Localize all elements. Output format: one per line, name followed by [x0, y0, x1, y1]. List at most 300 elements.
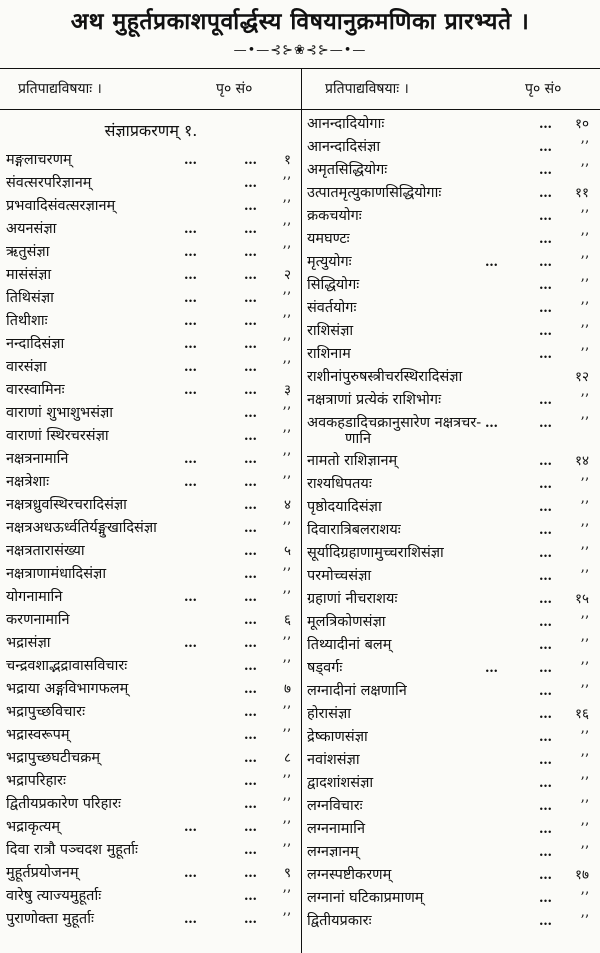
- entry-page-number: ’’: [282, 819, 291, 835]
- index-entry: [307, 519, 597, 542]
- entry-page-number: ’’: [282, 244, 291, 260]
- entry-topic: चन्द्रवशाद्भद्रावासविचारः: [6, 658, 128, 674]
- entry-topic: नक्षत्रअधऊर्ध्वतिर्यङ्मुखादिसंज्ञा: [6, 520, 157, 536]
- entry-topic: लग्नविचारः: [307, 798, 363, 814]
- leader-dots: …: [539, 301, 553, 316]
- entry-page-number: ’’: [282, 474, 291, 490]
- entry-topic: अयनसंज्ञा: [6, 221, 57, 237]
- entry-topic: भद्रासंज्ञा: [6, 635, 51, 651]
- entry-page-number: १२: [574, 369, 589, 385]
- index-entry: [307, 565, 597, 588]
- entry-page-number: ’’: [580, 300, 589, 316]
- leader-dots: …: [539, 500, 553, 515]
- index-entry: [6, 678, 296, 701]
- index-entry: [307, 772, 597, 795]
- entry-page-number: ’’: [580, 913, 589, 929]
- entry-page-number: ’’: [580, 798, 589, 814]
- index-entry: [307, 366, 597, 389]
- entry-page-number: ’’: [580, 208, 589, 224]
- entry-page-number: ’’: [580, 415, 589, 431]
- entry-page-number: ’’: [282, 221, 291, 237]
- leader-dots: …: [244, 567, 258, 582]
- entry-page-number: १५: [574, 591, 589, 607]
- entry-topic: होरासंज्ञा: [307, 706, 351, 722]
- entry-page-number: ’’: [282, 520, 291, 536]
- entry-page-number: ’’: [580, 568, 589, 584]
- index-entry: [6, 770, 296, 793]
- entry-topic: राश्यधिपतयः: [307, 476, 372, 492]
- entry-page-number: ’’: [580, 139, 589, 155]
- index-entry: [6, 747, 296, 770]
- entry-topic: वारस्वामिनः: [6, 382, 65, 398]
- entry-topic: योगनामानि: [6, 589, 63, 605]
- entry-page-number: ’’: [580, 522, 589, 538]
- entry-topic: मासंसंज्ञा: [6, 267, 52, 283]
- entry-topic: नक्षत्रेशाः: [6, 474, 49, 490]
- leader-dots: …: [184, 337, 198, 352]
- entry-page-number: ’’: [580, 775, 589, 791]
- index-entry: [6, 494, 296, 517]
- left-column-header: [18, 76, 298, 102]
- index-entry: [6, 632, 296, 655]
- entry-topic: राशिनाम: [307, 346, 351, 362]
- entry-topic: लग्नानां घटिकाप्रमाणम्: [307, 890, 424, 906]
- entry-topic: नक्षत्रध्रुवस्थिरचरादिसंज्ञा: [6, 497, 127, 513]
- entry-topic: सिद्धियोगः: [307, 277, 360, 293]
- entry-page-number: ’’: [282, 290, 291, 306]
- leader-dots: …: [244, 797, 258, 812]
- entry-topic: संवर्तयोगः: [307, 300, 357, 316]
- leader-dots: …: [244, 222, 258, 237]
- entry-topic: पुराणोक्ता मुहूर्ताः: [6, 911, 94, 927]
- right-page-heading: पृ० सं०: [525, 81, 562, 97]
- leader-dots: …: [539, 914, 553, 929]
- index-entry: [307, 113, 597, 136]
- index-entry: [6, 149, 296, 172]
- entry-topic: संवत्सरपरिज्ञानम्: [6, 175, 92, 191]
- index-entry: [307, 634, 597, 657]
- index-entry: [307, 887, 597, 910]
- index-entry: [6, 195, 296, 218]
- entry-page-number: ’’: [580, 499, 589, 515]
- entry-topic: लग्नस्पष्टीकरणम्: [307, 867, 392, 883]
- index-entry: [307, 749, 597, 772]
- leader-dots: …: [539, 186, 553, 201]
- entry-topic: नामतो राशिज्ञानम्: [307, 453, 398, 469]
- leader-dots: …: [539, 163, 553, 178]
- leader-dots: …: [539, 799, 553, 814]
- entry-page-number: १७: [574, 867, 589, 883]
- left-column: [6, 113, 296, 931]
- entry-topic: आनन्दादियोगाः: [307, 116, 385, 132]
- right-column-header: [325, 76, 595, 102]
- leader-dots: …: [539, 416, 553, 431]
- leader-dots: …: [539, 523, 553, 538]
- index-entry: [307, 297, 597, 320]
- leader-dots: …: [244, 337, 258, 352]
- leader-dots: …: [539, 454, 553, 469]
- entry-page-number: ’’: [580, 254, 589, 270]
- leader-dots: …: [184, 866, 198, 881]
- leader-dots: …: [244, 521, 258, 536]
- index-entry: [307, 343, 597, 366]
- entry-page-number: ’’: [580, 752, 589, 768]
- leader-dots: …: [539, 868, 553, 883]
- entry-page-number: ’’: [282, 773, 291, 789]
- leader-dots: …: [244, 866, 258, 881]
- index-entry: [307, 611, 597, 634]
- leader-dots: …: [244, 360, 258, 375]
- leader-dots: …: [539, 730, 553, 745]
- index-entry: [6, 609, 296, 632]
- entry-page-number: ’’: [282, 727, 291, 743]
- entry-topic: नक्षत्रतारासंख्या: [6, 543, 85, 559]
- entry-page-number: २: [283, 267, 291, 283]
- leader-dots: …: [539, 209, 553, 224]
- entry-topic: राशिसंज्ञा: [307, 323, 354, 339]
- right-subject-heading: प्रतिपाद्यविषयाः ।: [325, 81, 409, 97]
- index-entry: [6, 540, 296, 563]
- leader-dots: …: [244, 774, 258, 789]
- entry-page-number: ९: [283, 865, 291, 881]
- ornament-divider: —•—⊰⊱❀⊰⊱—•—: [233, 43, 367, 58]
- index-entry: [307, 703, 597, 726]
- entry-topic: भद्रापरिहारः: [6, 773, 66, 789]
- left-page-heading: पृ० सं०: [216, 81, 253, 97]
- entry-page-number: ’’: [580, 392, 589, 408]
- entry-topic: तिथिसंज्ञा: [6, 290, 54, 306]
- entry-topic: भद्रापुच्छघटीचक्रम्: [6, 750, 101, 766]
- entry-page-number: ’’: [580, 476, 589, 492]
- entry-page-number: १४: [574, 453, 589, 469]
- leader-dots: …: [539, 638, 553, 653]
- entry-page-number: ’’: [282, 428, 291, 444]
- leader-dots: …: [539, 592, 553, 607]
- index-entry: [307, 320, 597, 343]
- entry-page-number: ’’: [580, 660, 589, 676]
- index-entry: [6, 885, 296, 908]
- leader-dots: …: [539, 278, 553, 293]
- leader-dots: …: [184, 383, 198, 398]
- entry-page-number: ’’: [580, 821, 589, 837]
- entry-page-number: ’’: [282, 704, 291, 720]
- leader-dots: …: [539, 393, 553, 408]
- index-entry: [6, 471, 296, 494]
- entry-topic: वारसंज्ञा: [6, 359, 47, 375]
- entry-topic: राशीनांपुरुषस्त्रीचरस्थिरादिसंज्ञा: [307, 369, 463, 385]
- leader-dots: …: [244, 728, 258, 743]
- entry-page-number: ’’: [282, 566, 291, 582]
- entry-page-number: ’’: [580, 277, 589, 293]
- index-entry: [307, 496, 597, 519]
- leader-dots: …: [244, 199, 258, 214]
- index-entry: [307, 473, 597, 496]
- leader-dots: …: [244, 682, 258, 697]
- index-entry: [6, 241, 296, 264]
- header-rule-bottom: [0, 109, 600, 110]
- entry-topic: द्वितीयप्रकारेण परिहारः: [6, 796, 121, 812]
- entry-topic: अमृतसिद्धियोगः: [307, 162, 388, 178]
- leader-dots: …: [184, 452, 198, 467]
- entry-topic: ऋतुसंज्ञा: [6, 244, 50, 260]
- entry-page-number: ६: [283, 612, 291, 628]
- leader-dots: …: [539, 661, 553, 676]
- entry-topic: वाराणां शुभाशुभसंज्ञा: [6, 405, 114, 421]
- index-entry: [307, 864, 597, 887]
- entry-page-number: ११: [574, 185, 589, 201]
- index-entry: [6, 862, 296, 885]
- leader-dots: …: [184, 912, 198, 927]
- index-entry: [307, 412, 597, 450]
- index-entry: [307, 182, 597, 205]
- right-column: [307, 113, 597, 933]
- index-entry: [6, 517, 296, 540]
- entry-topic: दिवा रात्रौ पञ्चदश मुहूर्ताः: [6, 842, 138, 858]
- entry-topic: षड्वर्गः: [307, 660, 343, 676]
- entry-topic: भद्रास्वरूपम्: [6, 727, 70, 743]
- index-entry: [6, 333, 296, 356]
- index-entry: [6, 839, 296, 862]
- entry-page-number: ’’: [282, 175, 291, 191]
- left-subject-heading: प्रतिपाद्यविषयाः ।: [18, 81, 102, 97]
- entry-topic: द्वादशांशसंज्ञा: [307, 775, 374, 791]
- header-rule-top: [0, 68, 600, 69]
- index-entry: [6, 563, 296, 586]
- entry-topic: नक्षत्रनामानि: [6, 451, 69, 467]
- index-entry: [307, 542, 597, 565]
- leader-dots: …: [244, 843, 258, 858]
- entry-topic: सूर्यादिग्रहाणामुच्चराशिसंज्ञा: [307, 545, 444, 561]
- leader-dots: …: [539, 324, 553, 339]
- index-entry: [307, 726, 597, 749]
- index-entry: [6, 908, 296, 931]
- leader-dots: …: [184, 268, 198, 283]
- entry-topic: दिवारात्रिबलराशयः: [307, 522, 401, 538]
- leader-dots: …: [244, 406, 258, 421]
- index-entry: [307, 159, 597, 182]
- index-entry: [6, 816, 296, 839]
- entry-page-number: ’’: [580, 545, 589, 561]
- leader-dots: …: [244, 291, 258, 306]
- entry-topic: परमोच्चसंज्ञा: [307, 568, 372, 584]
- index-entry: [307, 205, 597, 228]
- entry-page-number: ’’: [282, 313, 291, 329]
- entry-page-number: १०: [574, 116, 589, 132]
- entry-page-number: ’’: [282, 451, 291, 467]
- leader-dots: …: [184, 222, 198, 237]
- entry-topic: नन्दादिसंज्ञा: [6, 336, 65, 352]
- leader-dots: …: [244, 820, 258, 835]
- entry-topic: लग्ननामानि: [307, 821, 365, 837]
- index-entry: [6, 448, 296, 471]
- entry-topic: वारेषु त्याज्यमुहूर्ताः: [6, 888, 102, 904]
- entry-page-number: ’’: [282, 359, 291, 375]
- index-entry: [6, 586, 296, 609]
- leader-dots: …: [539, 684, 553, 699]
- leader-dots: …: [539, 232, 553, 247]
- entry-topic: लग्नज्ञानम्: [307, 844, 359, 860]
- entry-page-number: ’’: [580, 729, 589, 745]
- leader-dots: …: [539, 255, 553, 270]
- index-entry: [6, 356, 296, 379]
- entry-page-number: १६: [574, 706, 589, 722]
- leader-dots: …: [244, 498, 258, 513]
- entry-page-number: ३: [283, 382, 291, 398]
- leader-dots: …: [539, 546, 553, 561]
- entry-topic: मुहूर्तप्रयोजनम्: [6, 865, 79, 881]
- leader-dots: …: [539, 845, 553, 860]
- leader-dots: …: [539, 347, 553, 362]
- leader-dots: …: [184, 291, 198, 306]
- entry-topic: करणनामानि: [6, 612, 70, 628]
- index-entry: [6, 218, 296, 241]
- entry-topic: भद्राकृत्यम्: [6, 819, 61, 835]
- leader-dots: …: [539, 891, 553, 906]
- entry-topic: तिथीशाः: [6, 313, 48, 329]
- entry-page-number: ’’: [580, 637, 589, 653]
- entry-page-number: ’’: [580, 162, 589, 178]
- entry-page-number: ’’: [580, 231, 589, 247]
- index-entry: [307, 588, 597, 611]
- entry-topic: उत्पातमृत्युकाणसिद्धियोगाः: [307, 185, 442, 201]
- leader-dots: …: [244, 383, 258, 398]
- leader-dots: …: [244, 153, 258, 168]
- leader-dots: …: [244, 751, 258, 766]
- leader-dots: …: [539, 707, 553, 722]
- entry-page-number: ’’: [282, 405, 291, 421]
- entry-page-number: ’’: [282, 635, 291, 651]
- entry-topic: यमघण्टः: [307, 231, 350, 247]
- leader-dots: …: [244, 613, 258, 628]
- leader-dots: …: [184, 153, 198, 168]
- entry-page-number: ’’: [282, 589, 291, 605]
- index-entry: [6, 655, 296, 678]
- leader-dots: …: [184, 245, 198, 260]
- entry-page-number: ’’: [282, 842, 291, 858]
- entry-topic: आनन्दादिसंज्ञा: [307, 139, 381, 155]
- entry-page-number: ’’: [580, 844, 589, 860]
- leader-dots: …: [244, 590, 258, 605]
- entry-page-number: ४: [283, 497, 291, 513]
- entry-page-number: ’’: [282, 911, 291, 927]
- leader-dots: …: [244, 912, 258, 927]
- index-entry: [307, 657, 597, 680]
- leader-dots: …: [184, 360, 198, 375]
- entry-topic: भद्राया अङ्गविभागफलम्: [6, 681, 129, 697]
- leader-dots: …: [244, 452, 258, 467]
- leader-dots: …: [539, 117, 553, 132]
- index-entry: [6, 724, 296, 747]
- entry-topic: द्वितीयप्रकारः: [307, 913, 372, 929]
- index-entry: [307, 136, 597, 159]
- index-entry: [307, 450, 597, 473]
- leader-dots: …: [485, 416, 499, 431]
- index-entry: [307, 841, 597, 864]
- leader-dots: …: [244, 429, 258, 444]
- leader-dots: …: [244, 475, 258, 490]
- leader-dots: …: [539, 753, 553, 768]
- entry-topic: द्रेष्काणसंज्ञा: [307, 729, 368, 745]
- entry-page-number: ८: [283, 750, 291, 766]
- entry-topic: प्रभवादिसंवत्सरज्ञानम्: [6, 198, 116, 214]
- leader-dots: …: [244, 636, 258, 651]
- entry-topic: लग्नादीनां लक्षणानि: [307, 683, 407, 699]
- entry-topic: पृष्ठोदयादिसंज्ञा: [307, 499, 382, 515]
- index-entry: [6, 264, 296, 287]
- entry-page-number: ’’: [580, 683, 589, 699]
- leader-dots: …: [539, 569, 553, 584]
- leader-dots: …: [539, 477, 553, 492]
- entry-topic-continued: णानि: [345, 431, 372, 447]
- entry-page-number: ’’: [580, 890, 589, 906]
- index-entry: [6, 310, 296, 333]
- index-entry: [307, 795, 597, 818]
- leader-dots: …: [244, 314, 258, 329]
- index-entry: [6, 793, 296, 816]
- entry-page-number: ’’: [580, 323, 589, 339]
- index-entry: [6, 701, 296, 724]
- entry-topic: अवकहडादिचक्रानुसारेण नक्षत्रचर-: [307, 415, 482, 431]
- entry-topic: मृत्युयोगः: [307, 254, 352, 270]
- leader-dots: …: [244, 268, 258, 283]
- entry-page-number: ’’: [282, 658, 291, 674]
- index-entry: [307, 274, 597, 297]
- index-entry: [307, 389, 597, 412]
- leader-dots: …: [184, 475, 198, 490]
- entry-topic: वाराणां स्थिरचरसंज्ञा: [6, 428, 109, 444]
- column-divider: [301, 68, 302, 953]
- leader-dots: …: [485, 661, 499, 676]
- leader-dots: …: [184, 820, 198, 835]
- entry-page-number: ’’: [580, 346, 589, 362]
- leader-dots: …: [244, 889, 258, 904]
- page-title: अथ मुहूर्तप्रकाशपूर्वार्द्धस्य विषयानुक्रमणिका प्रारभ्यते ।: [70, 8, 530, 35]
- leader-dots: …: [244, 245, 258, 260]
- entry-topic: तिथ्यादीनां बलम्: [307, 637, 392, 653]
- entry-topic: नवांशसंज्ञा: [307, 752, 360, 768]
- leader-dots: …: [244, 176, 258, 191]
- index-entry: [307, 680, 597, 703]
- index-entry: [307, 228, 597, 251]
- index-entry: [6, 379, 296, 402]
- index-entry: [6, 425, 296, 448]
- leader-dots: …: [539, 822, 553, 837]
- entry-topic: नक्षत्राणां प्रत्येकं राशिभोगः: [307, 392, 442, 408]
- index-entry: [6, 402, 296, 425]
- leader-dots: …: [184, 636, 198, 651]
- entry-topic: मङ्गलाचरणम्: [6, 152, 72, 168]
- entry-topic: मूलत्रिकोणसंज्ञा: [307, 614, 386, 630]
- index-entry: [6, 287, 296, 310]
- entry-topic: नक्षत्राणामंधादिसंज्ञा: [6, 566, 107, 582]
- entry-page-number: ’’: [282, 198, 291, 214]
- index-entry: [307, 251, 597, 274]
- leader-dots: …: [539, 776, 553, 791]
- entry-topic: क्रकचयोगः: [307, 208, 362, 224]
- entry-page-number: ’’: [282, 888, 291, 904]
- entry-topic: ग्रहाणां नीचराशयः: [307, 591, 398, 607]
- entry-page-number: ’’: [282, 336, 291, 352]
- leader-dots: …: [244, 705, 258, 720]
- entry-page-number: १: [283, 152, 291, 168]
- section-heading: संज्ञाप्रकरणम् १.: [104, 121, 198, 140]
- leader-dots: …: [244, 659, 258, 674]
- index-entry: [307, 818, 597, 841]
- index-entry: [307, 910, 597, 933]
- leader-dots: …: [244, 544, 258, 559]
- index-entry: [6, 172, 296, 195]
- leader-dots: …: [184, 590, 198, 605]
